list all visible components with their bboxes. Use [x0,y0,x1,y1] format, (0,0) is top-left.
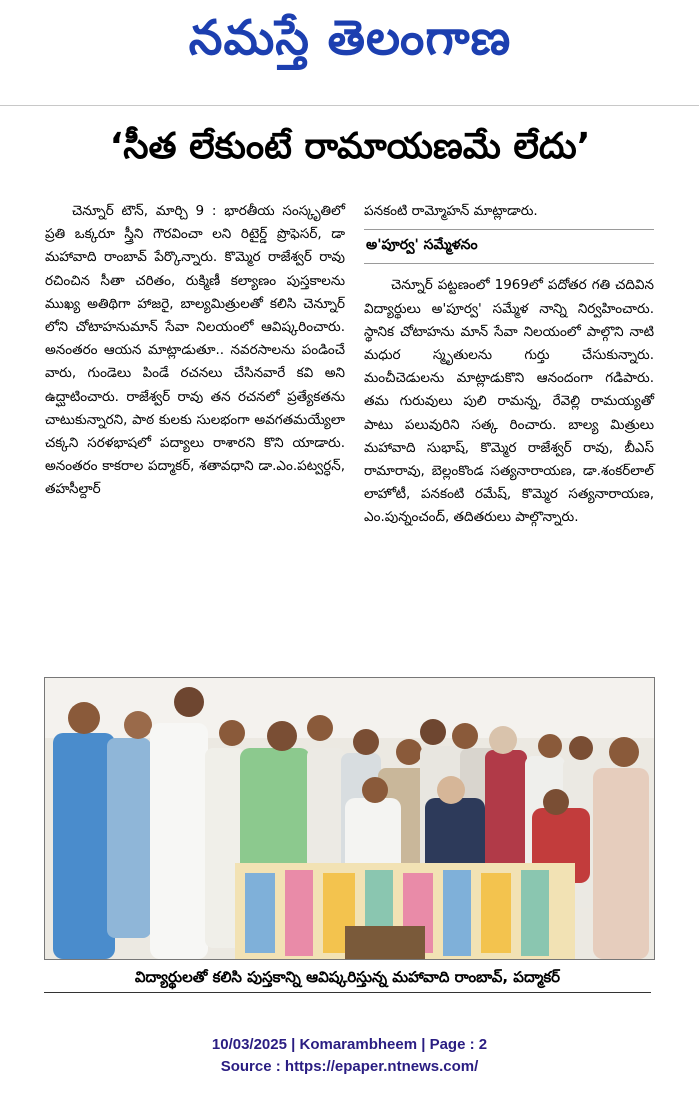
article-left-column [45,200,345,502]
masthead [0,0,699,80]
photo-caption-box [44,962,651,993]
right-column-body-text: చెన్నూర్ పట్టణంలో 1969లో పదోతర గతి చదివిన విద్యార్థులు అ'పూర్వ' సమ్మేళ నాన్ని నిర్వహించారు. స్థానిక చోటాహను మాన్ సేవా నిలయంలో పాల్గొని నాటి మధుర స్మృతులను గుర్తు చేసుకున్నారు. మంచీచెడులను మాట్లాడుకొని ఆనందంగా గడిపారు. తమ గురువులు పులి రామన్న, రేవెల్లి రామయ్యతో పాటు పలువురిని సత్క రించారు. బాల్య మిత్రులు మహావాది సుభాష్, కొమ్మెర రాజేశ్వర్ రావు, బీఎస్ రామారావు, బెల్లంకొండ సత్యనారాయణ, డా.శంకర్‌లాల్ లాహోటీ, పనకంటి రమేష్, కొమ్మెర సత్యనారాయణ, ఎం.పున్నంచంద్, తదితరులు పాల్గొన్నారు. [364,277,654,526]
photo-caption: విద్యార్థులతో కలిసి పుస్తకాన్ని ఆవిష్కరిస్తున్న మహావాది రాంబావ్, పద్మాకర్ [134,968,561,986]
subhead-box [364,229,654,264]
table-cloth [235,863,575,959]
article-headline: ‘సీత లేకుంటే రామాయణమే లేదు’ [109,126,591,167]
article-subhead: అ'పూర్వ' సమ్మేళనం [366,237,478,254]
masthead-logo: నమస్తే తెలంగాణ [188,10,512,66]
right-column-top-text: పనకంటి రామ్మోహన్ మాట్లాడారు. [364,203,538,219]
article-right-column [364,200,654,530]
footer-edition-info: 10/03/2025 | Komarambheem | Page : 2 [211,1036,488,1053]
masthead-divider [0,105,699,106]
left-column-text: చెన్నూర్ టౌన్, మార్చి 9 : భారతీయ సంస్కృతిలో ప్రతి ఒక్కరూ స్త్రీని గౌరవించా లని రిటైర్డ్ ప్రొఫెసర్, డా మహావాది రాంబావ్ పేర్కొన్నారు. కొమ్మెర రాజేశ్వర్ రావు రచించిన సీతా చరితం, రుక్మిణీ కల్యాణం పుస్తకాలను ముఖ్య అతిథిగా హాజరై, బాల్యమిత్రులతో కలిసి చెన్నూర్ లోని చోటాహనుమాన్ సేవా నిలయంలో ఆవిష్కరించారు. అనంతరం ఆయన మాట్లాడుతూ.. నవరసాలను పండించే వారు, గుండెలు పిండే రచనలు చేసినవారే కవి అని ఉద్ఘాటించారు. రాజేశ్వర్ రావు తన రచనలో ప్రత్యేకతను చాటుకున్నారని, పాఠ కులకు సులభంగా అవగతమయ్యేలా చక్కని సరళభాషలో పద్యాలు రాశారని కొని యాడారు. అనంతరం కాకరాల పద్మాకర్, శతావధాని డా.ఎం.పట్వర్ధన్, తహసీల్దార్ [45,203,345,498]
group-photo-illustration [45,678,654,959]
article-photo [44,677,655,960]
footer [0,1034,699,1078]
footer-source-link[interactable]: Source : https://epaper.ntnews.com/ [220,1058,479,1075]
